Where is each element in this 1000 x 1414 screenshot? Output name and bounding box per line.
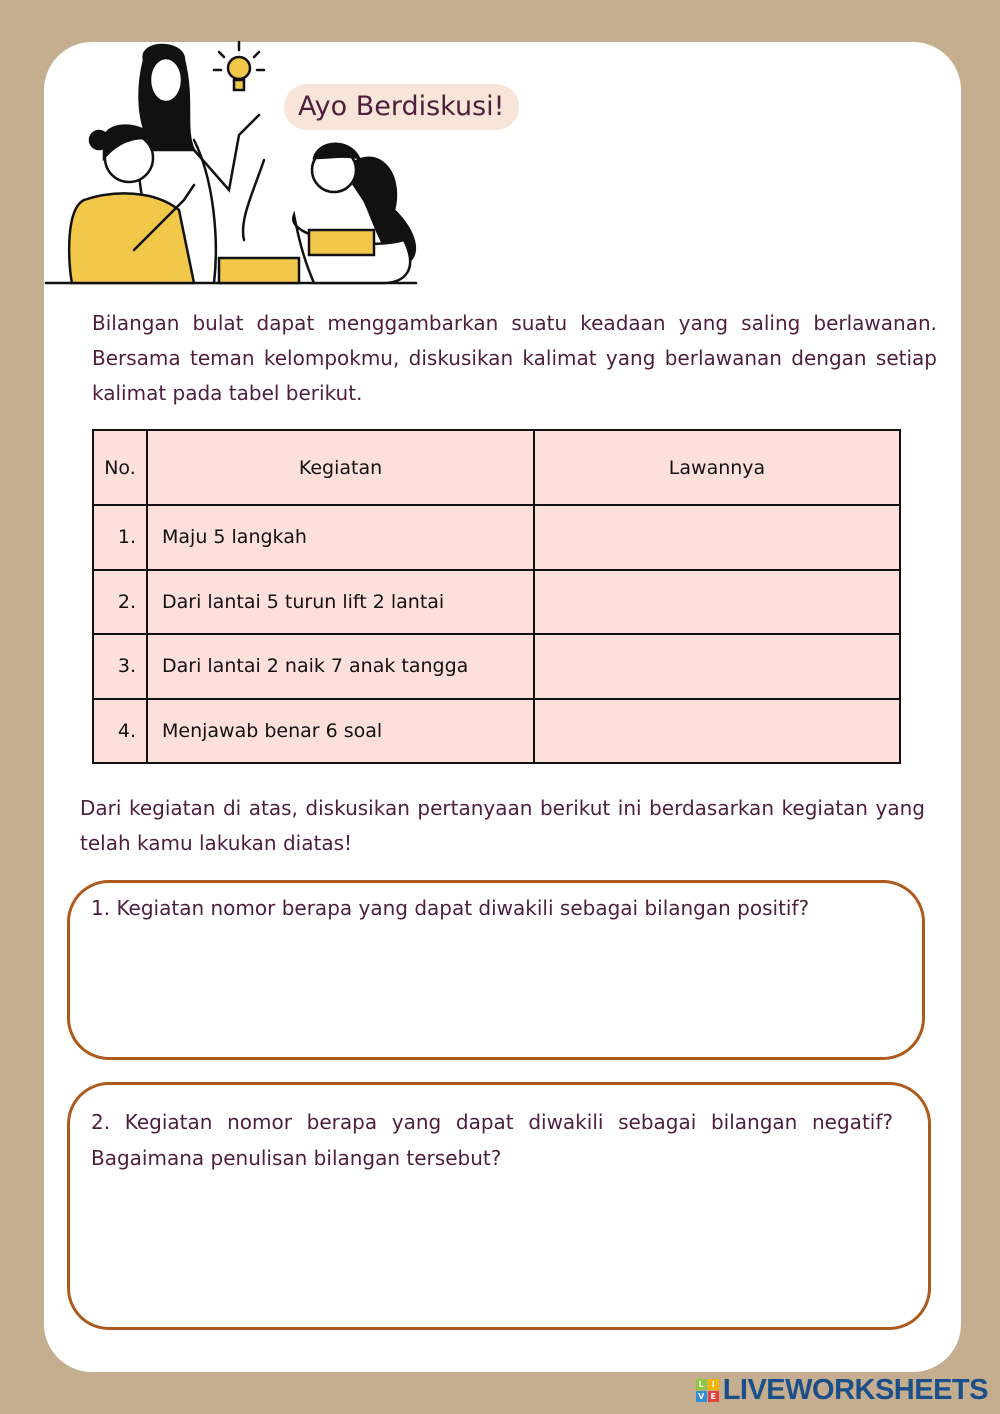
- intro-paragraph: Bilangan bulat dapat menggambarkan suatu keadaan yang saling berlawanan. Bersama teman kelompokmu, diskusikan kalimat yang berlawanan dengan setiap kalimat pada tabel berikut.: [92, 311, 937, 405]
- row-kegiatan: Dari lantai 5 turun lift 2 lantai: [147, 570, 534, 635]
- row-no: 3.: [93, 634, 147, 699]
- row-lawannya-answer[interactable]: [534, 634, 900, 699]
- table-row: [93, 699, 900, 764]
- row-kegiatan: Maju 5 langkah: [147, 505, 534, 570]
- logo-block: I: [708, 1379, 719, 1390]
- instruction-paragraph: Dari kegiatan di atas, diskusikan pertanyaan berikut ini berdasarkan kegiatan yang telah kamu lakukan diatas!: [80, 796, 925, 855]
- logo-block: V: [696, 1391, 707, 1402]
- row-kegiatan: Menjawab benar 6 soal: [147, 699, 534, 764]
- row-lawannya-answer[interactable]: [534, 570, 900, 635]
- table-row: [93, 634, 900, 699]
- logo-text: LIVEWORKSHEETS: [722, 1374, 988, 1406]
- header-kegiatan: Kegiatan: [147, 430, 534, 505]
- row-no: 4.: [93, 699, 147, 764]
- logo-block: E: [708, 1391, 719, 1402]
- liveworksheets-logo[interactable]: [696, 1374, 988, 1407]
- row-kegiatan: Dari lantai 2 naik 7 anak tangga: [147, 634, 534, 699]
- table-row: [93, 570, 900, 635]
- row-lawannya-answer[interactable]: [534, 505, 900, 570]
- table-header-row: [93, 430, 900, 505]
- header-lawannya: Lawannya: [534, 430, 900, 505]
- page-title: Ayo Berdiskusi!: [284, 84, 519, 130]
- discussion-illustration: [44, 40, 444, 290]
- question-2: 2. Kegiatan nomor berapa yang dapat diwakili sebagai bilangan negatif? Bagaimana penulisan bilangan tersebut?: [91, 1110, 893, 1170]
- logo-block: L: [696, 1379, 707, 1390]
- logo-blocks-icon: [696, 1379, 719, 1402]
- row-no: 2.: [93, 570, 147, 635]
- row-lawannya-answer[interactable]: [534, 699, 900, 764]
- row-no: 1.: [93, 505, 147, 570]
- question-1: 1. Kegiatan nomor berapa yang dapat diwakili sebagai bilangan positif?: [91, 896, 810, 920]
- table-row: [93, 505, 900, 570]
- header-no: No.: [93, 430, 147, 505]
- activities-table: [92, 429, 901, 764]
